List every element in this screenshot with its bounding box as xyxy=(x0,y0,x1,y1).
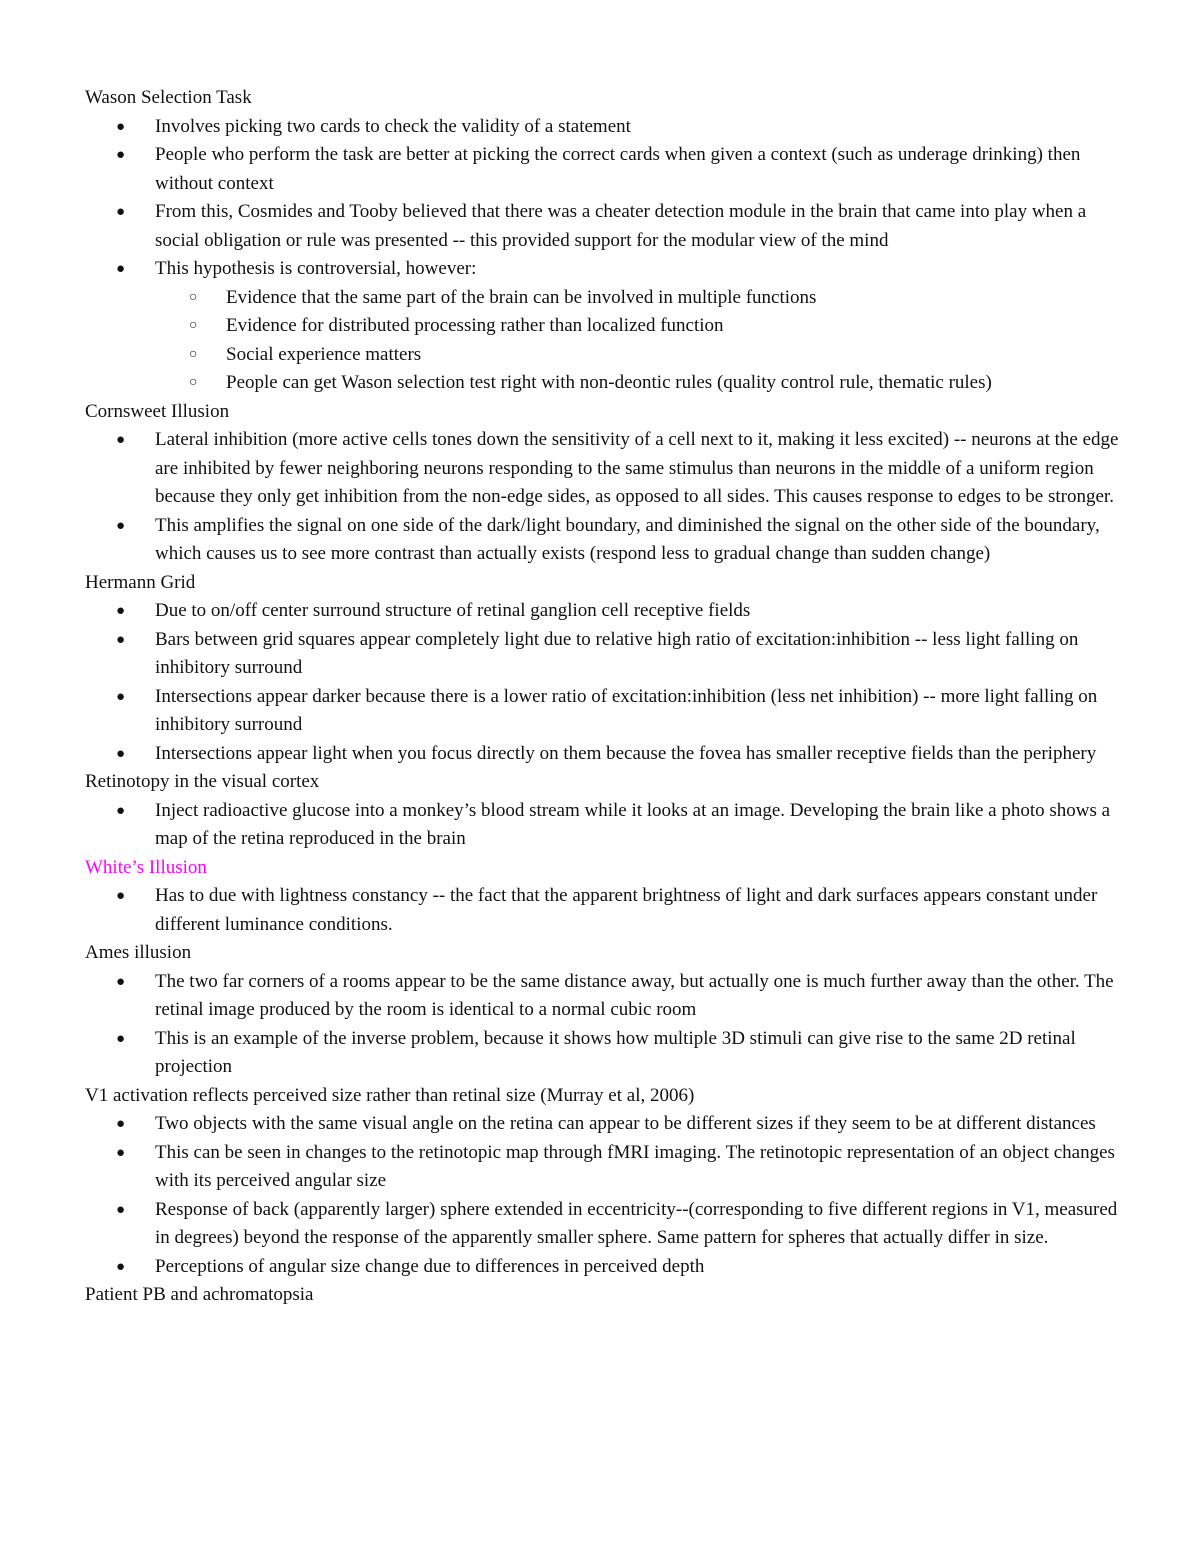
list-item xyxy=(85,255,1120,284)
sub-list-item-text: Social experience matters xyxy=(226,343,422,365)
list-item-text: Intersections appear light when you focus directly on them because the fovea has smaller receptive fields than the periphery xyxy=(155,742,1097,764)
filled-bullet-icon: ● xyxy=(116,688,126,705)
list-item-text: This can be seen in changes to the retinotopic map through fMRI imaging. The retinotopic representation of an object changes with its perceived angular size xyxy=(155,1141,1115,1191)
filled-bullet-icon: ● xyxy=(116,1144,126,1161)
section-heading: Retinotopy in the visual cortex xyxy=(85,771,320,792)
list-item-text: Bars between grid squares appear completely light due to relative high ratio of excitation:inhibition -- less light falling on inhibitory surround xyxy=(155,628,1079,678)
filled-bullet-icon: ● xyxy=(116,261,126,277)
section-heading: Ames illusion xyxy=(85,942,192,963)
list-item xyxy=(85,882,1120,939)
filled-bullet-icon: ● xyxy=(116,888,126,904)
list-item xyxy=(85,683,1120,740)
list-item-text: This amplifies the signal on one side of the dark/light boundary, and diminished the signal on the other side of the boundary, which causes us to see more contrast than actually exists (respond less to gradual change than sudden change) xyxy=(155,514,1100,564)
list-item-text: Due to on/off center surround structure of retinal ganglion cell receptive fields xyxy=(155,600,751,621)
list-item xyxy=(85,512,1120,569)
section-heading: V1 activation reflects perceived size rather than retinal size (Murray et al, 2006) xyxy=(85,1084,695,1106)
bullet-list xyxy=(85,426,1120,569)
list-item xyxy=(85,1253,1120,1282)
list-item xyxy=(85,1110,1120,1139)
list-item-text: Inject radioactive glucose into a monkey’s blood stream while it looks at an image. Developing the brain like a photo shows a map of the retina reproduced in the brain xyxy=(155,799,1111,849)
filled-bullet-icon: ● xyxy=(116,1030,126,1047)
list-item xyxy=(85,1196,1120,1253)
bullet-list xyxy=(85,113,1120,398)
list-item-text: This hypothesis is controversial, however: xyxy=(155,258,477,279)
filled-bullet-icon: ● xyxy=(116,1201,126,1218)
list-item xyxy=(85,968,1120,1025)
sub-list-item xyxy=(85,312,1120,341)
list-item xyxy=(85,426,1120,512)
sub-list-item-text: People can get Wason selection test right with non-deontic rules (quality control rule, thematic rules) xyxy=(226,372,992,393)
list-item xyxy=(85,740,1120,769)
bullet-list xyxy=(85,1110,1120,1281)
filled-bullet-icon: ● xyxy=(116,745,126,762)
bullet-list xyxy=(85,968,1120,1082)
filled-bullet-icon: ● xyxy=(116,204,126,220)
sub-list-item xyxy=(85,369,1120,398)
list-item xyxy=(85,797,1120,854)
list-item xyxy=(85,626,1120,683)
sub-list-item-text: Evidence that the same part of the brain can be involved in multiple functions xyxy=(226,286,817,308)
list-item-text: Lateral inhibition (more active cells tones down the sensitivity of a cell next to it, making it less excited) -- neurons at the edge are inhibited by fewer neighboring neurons responding to the same stimulus than neurons in the middle of a uniform region because they only get inhibition from the non-edge sides, as opposed to all sides. This causes response to edges to be stronger. xyxy=(155,429,1119,507)
list-item-text: Perceptions of angular size change due to differences in perceived depth xyxy=(155,1255,705,1277)
list-item-text: People who perform the task are better at picking the correct cards when given a context (such as underage drinking) then without context xyxy=(155,144,1081,194)
list-item-text: The two far corners of a rooms appear to be the same distance away, but actually one is much further away than the other. The retinal image produced by the room is identical to a normal cubic room xyxy=(155,970,1114,1020)
section-heading: Cornsweet Illusion xyxy=(85,400,230,422)
section-heading: Patient PB and achromatopsia xyxy=(85,1284,314,1305)
hollow-bullet-icon: ○ xyxy=(189,289,198,305)
list-item-text: Has to due with lightness constancy -- the fact that the apparent brightness of light and dark surfaces appears constant under different luminance conditions. xyxy=(155,885,1098,935)
filled-bullet-icon: ● xyxy=(116,1258,126,1275)
bullet-list xyxy=(85,797,1120,854)
filled-bullet-icon: ● xyxy=(116,631,126,648)
filled-bullet-icon: ● xyxy=(116,432,126,448)
filled-bullet-icon: ● xyxy=(116,147,126,163)
filled-bullet-icon: ● xyxy=(116,118,126,135)
list-item xyxy=(85,141,1120,198)
filled-bullet-icon: ● xyxy=(116,973,126,990)
list-item-text: Involves picking two cards to check the validity of a statement xyxy=(155,115,631,137)
hollow-bullet-icon: ○ xyxy=(189,375,198,390)
list-item-text: Response of back (apparently larger) sphere extended in eccentricity--(corresponding to five different regions in V1, measured in degrees) beyond the response of the apparently smaller sphere. Same pattern for spheres that actually differ in size. xyxy=(155,1198,1118,1248)
hollow-bullet-icon: ○ xyxy=(189,318,198,333)
list-item xyxy=(85,1025,1120,1082)
list-item-text: From this, Cosmides and Tooby believed that there was a cheater detection module in the brain that came into play when a social obligation or rule was presented -- this provided support for the modular view of the mind xyxy=(155,201,1087,251)
list-item-text: This is an example of the inverse problem, because it shows how multiple 3D stimuli can give rise to the same 2D retinal projection xyxy=(155,1027,1076,1077)
list-item xyxy=(85,597,1120,626)
bullet-list xyxy=(85,597,1120,768)
bullet-list xyxy=(85,882,1120,939)
sub-list-item-text: Evidence for distributed processing rather than localized function xyxy=(226,315,724,336)
list-item xyxy=(85,1139,1120,1196)
filled-bullet-icon: ● xyxy=(116,517,126,534)
list-item xyxy=(85,198,1120,255)
sub-list-item xyxy=(85,341,1120,370)
section-heading: Wason Selection Task xyxy=(85,87,252,108)
filled-bullet-icon: ● xyxy=(116,603,126,619)
list-item-text: Intersections appear darker because there is a lower ratio of excitation:inhibition (less net inhibition) -- more light falling on inhibitory surround xyxy=(155,685,1098,735)
filled-bullet-icon: ● xyxy=(116,802,126,819)
list-item xyxy=(85,113,1120,142)
filled-bullet-icon: ● xyxy=(116,1116,126,1132)
section-heading: White’s Illusion xyxy=(85,856,207,878)
section-heading: Hermann Grid xyxy=(85,571,196,593)
hollow-bullet-icon: ○ xyxy=(189,346,198,362)
sub-list-item xyxy=(85,284,1120,313)
list-item-text: Two objects with the same visual angle on the retina can appear to be different sizes if they seem to be at different distances xyxy=(155,1113,1096,1134)
